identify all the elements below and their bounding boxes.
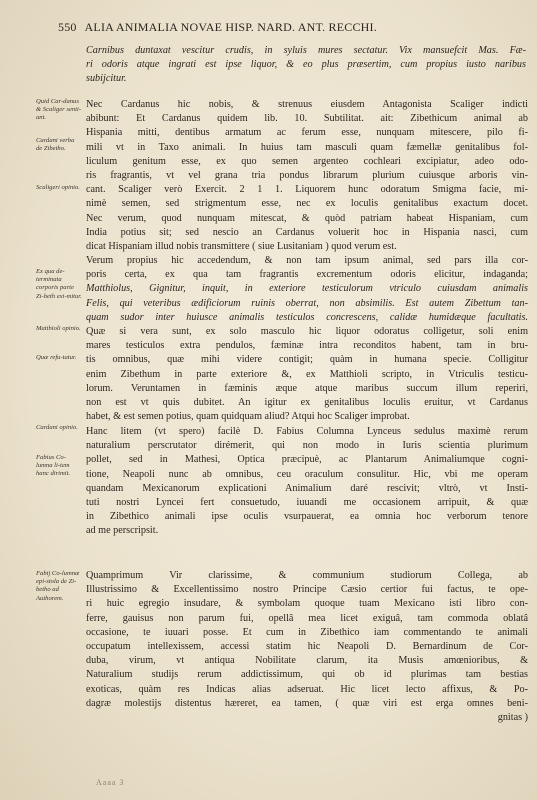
text-line: ad me perscripsit. (86, 525, 159, 537)
paragraph-matthiolus (86, 254, 528, 424)
text-line: ri odoris atque ingrati est ipse liquor, & eo plus præsertim, cum propius iusto naribus (86, 59, 526, 71)
text-line: tione, Neapoli nunc ab omnibus, ceu oraculum consulitur. Hic, vbi me operam (86, 468, 528, 480)
text-line: exoticas, quàm res Indicas alias adseruat. Hic licet lecto affixus, & Po- (86, 683, 528, 695)
margin-note: Ex qua de-terminata corporis parte Zi-beth exi-mitur. (36, 268, 82, 300)
text-line: abibunt: Et Cardanus quidem lib. 10. Subtilitat. ait: Zibethicum animal ab (86, 113, 528, 125)
text-line: lorum. Veruntamen in fæminis æque atque maribus succum illum reperiri, (86, 382, 528, 394)
page-number: 550 (58, 20, 77, 34)
text-line: dicat Hispaniam illud nobis transmittere ( siue Lusitaniam ) quod verum est. (86, 241, 397, 253)
text-line: Matthiolus, Gignitur, inquit, in exteriore testiculorum vtriculo cuiusdam animalis (86, 283, 528, 295)
text-line: Verum propius hic accedendum, & non tam ipsum animal, sed pars illa cor- (86, 255, 528, 266)
text-line: ris fragrantis, vt vel grana tria pondus librarum plurium cuiusque arboris vin- (86, 170, 528, 182)
text-line: Hispania mitti, dentibus armatum ac ferum esse, nunquam mitescere, pilo fi- (86, 127, 528, 139)
margin-note: Scaligeri opinio. (36, 184, 80, 191)
margin-note: Cardani verba de Zibetho. (36, 137, 75, 153)
margin-note: Fabius Co-lumna li-tem hanc dirimit. (36, 454, 71, 478)
text-line: liculum genitum esse, ex quo semen argenteo cochleari excipiatur, adeo odo- (86, 155, 528, 167)
paragraph-columna (86, 425, 528, 539)
text-line: enim Zibethum in parte exteriore &, ex Matthioli scripto, in Vtriculis testicu- (86, 368, 528, 380)
text-line: Quæ si vera sunt, ex solo masculo hic liquor odoratus colligetur, soli enim (86, 326, 528, 338)
paragraph-epistola (86, 569, 528, 725)
text-line: India potius sit; sed nescio an Cardanus voluerit hoc in Hispania nasci, cum (86, 226, 528, 238)
running-header (58, 20, 528, 35)
text-line: in Zibethico animali ipse oculis vsurpauerat, ea omnia hoc verborum tenore (86, 511, 528, 523)
text-line: Felis, qui veteribus ædificiorum ruinis oberrat, non absimilis. Est autem Zibettum tan- (86, 297, 528, 309)
text-line: ri huic egregio insudare, & symbolam quoque tuam Mexicano isti libro con- (86, 598, 528, 610)
text-line: pollet, sed in Mathesi, Optica præcipuè, ac Plantarum Animaliumque cogni- (86, 454, 528, 466)
text-line: non est vt quis dubitet. An igitur ex genitalibus loculis eruitur, vt Cardanus (86, 397, 528, 409)
text-line: tis omnibus, quæ mihi videre contigit; quàm in humana specie. Colligitur (86, 354, 528, 366)
text-line: gnitas ) (497, 712, 528, 724)
text-line: nimè semen, sed strigmentum esse, nec ex loculis genitalibus exactum docet. (86, 198, 528, 210)
text-line: duba, virum, vt antiqua Nobilitate clarum, ita Musis amœnioribus, & (86, 655, 528, 667)
text-line: occasione, te iuuari posse. Et cum in Zibethico iam commentando te animali (86, 626, 528, 638)
text-line: occupatum intellexissem, accessi statim hic Neapoli D. Bernardinum de Cor- (86, 641, 528, 653)
text-line: Nec verum, quod nunquam mitescat, & quòd patriam habeat Hispaniam, cum (86, 212, 528, 224)
text-line: subijcitur. (86, 73, 127, 85)
text-line: Illustrissimo & Excellentissimo nostro Principe Cæsio certior fui factus, te ope- (86, 584, 528, 596)
text-line: quam sudor inter huiusce animalis testiculos concrescens, calidæ humidæque facultatis. (86, 311, 528, 323)
text-line: mares testiculos extra pendulos, fæminæ intra reconditos habent, tam in bru- (86, 340, 528, 352)
signature-mark: Aaaa 3 (96, 778, 125, 787)
margin-note: Fabij Co-lumnæ epi-stola de Zi-betho ad Authorem. (36, 570, 80, 602)
text-line: tuti nostri Lyncei fert consuetudo, iuuandi me occasionem arripuit, & quæ (86, 497, 528, 509)
running-title: ALIA ANIMALIA NOVAE HISP. NARD. ANT. RECCHI. (84, 20, 377, 34)
text-line: Hanc litem (vt spero) facilè D. Fabius Columna Lynceus sedulus maximè rerum (86, 426, 528, 437)
margin-note: Cardani opinio. (36, 424, 78, 431)
margin-note: Quæ refu-tatur. (36, 354, 77, 361)
text-line: mili vt in Taxo animali. In huius tam masculi quam fæmellæ genitalibus fol- (86, 141, 528, 153)
text-line: cant. Scaliger verò Exercit. 2 1 1. Liquorem hunc odoratum Smigma facie, mi- (86, 184, 528, 196)
text-line: naturalium perscrutator dirémerit, qui non modo in Iuris scientia plurimum (86, 440, 528, 452)
text-line: poris certa, ex qua tam fragrantis excrementum odoris elicitur, indaganda; (86, 269, 528, 281)
lead-paragraph (86, 44, 526, 87)
margin-note: Quid Car-danus & Scaliger senti-ant. (36, 98, 82, 122)
text-line: Quamprimum Vir clarissime, & communium studiorum Collega, ab (86, 570, 528, 581)
text-line: quandam Mexicanorum explicationi Animalium daré rescivit; vltrò, vt Insti- (86, 482, 528, 494)
text-line: Nec Cardanus hic nobis, & strenuus eiusdem Antagonista Scaliger indicti (86, 99, 528, 110)
text-line: habet, & est semen potius, quam quidquam aliud? Atqui hoc Scaliger improbat. (86, 411, 410, 423)
text-line: ferre, gauisus non parum fui, opellâ mea licet exiguâ, tam commoda oblatâ (86, 612, 528, 624)
text-line: dagræ molestijs distentus hæreret, ea tamen, ( quæ viri est erga omnes beni- (86, 697, 528, 709)
text-line: Naturalium studijs rerum addictissimum, qui ob id plurimas tam bestias (86, 669, 528, 681)
text-line: Carnibus duntaxat vescitur crudis, in syluis mures sectatur. Vix mansuefcit Mas. Fæ- (86, 45, 526, 56)
margin-note: Matthioli opinio. (36, 325, 81, 332)
paragraph-cardanus (86, 98, 528, 254)
